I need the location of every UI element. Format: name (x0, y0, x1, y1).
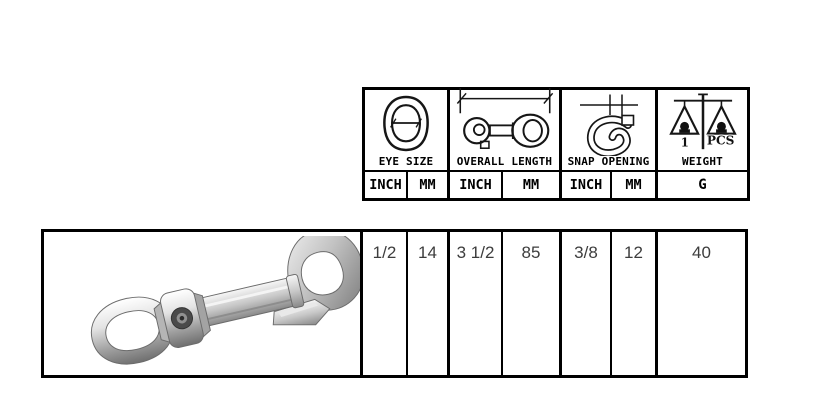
spec-table-header (362, 87, 750, 201)
column-label: SNAP OPENING (567, 155, 650, 168)
unit-header-open-mm: MM (612, 172, 658, 198)
value-weight-g: 40 (692, 243, 711, 262)
unit-header-len-mm: MM (503, 172, 562, 198)
weight-right-pan-label: PCS (706, 133, 734, 148)
value-overall-length-mm: 85 (503, 232, 562, 375)
snap-opening-icon (562, 90, 655, 156)
column-label: OVERALL LENGTH (456, 155, 553, 168)
column-label: EYE SIZE (378, 155, 434, 168)
weight-icon (658, 90, 747, 156)
unit-header-weight-g: G (698, 177, 707, 193)
unit-header-eye-mm: MM (408, 172, 450, 198)
value-overall-length-inch: 3 1/2 (450, 232, 503, 375)
spec-table-row (41, 229, 748, 378)
column-header-overall-length (450, 90, 562, 172)
unit-header-open-inch: INCH (562, 172, 612, 198)
column-header-weight (658, 90, 747, 172)
unit-header-eye-inch: INCH (365, 172, 408, 198)
eye-size-icon (365, 90, 447, 156)
value-eye-size-mm: 14 (408, 232, 450, 375)
unit-header-len-inch: INCH (450, 172, 503, 198)
value-snap-opening-mm: 12 (612, 232, 658, 375)
weight-left-pan-label: 1 (680, 135, 689, 150)
column-header-eye-size (365, 90, 450, 172)
value-eye-size-inch: 1/2 (363, 232, 408, 375)
product-photo-cell (44, 232, 363, 375)
product-photo-snap-hook-image (72, 236, 363, 375)
overall-length-icon (450, 86, 559, 156)
column-header-snap-opening (562, 90, 658, 172)
value-snap-opening-inch: 3/8 (562, 232, 612, 375)
column-label: WEIGHT (682, 155, 723, 168)
